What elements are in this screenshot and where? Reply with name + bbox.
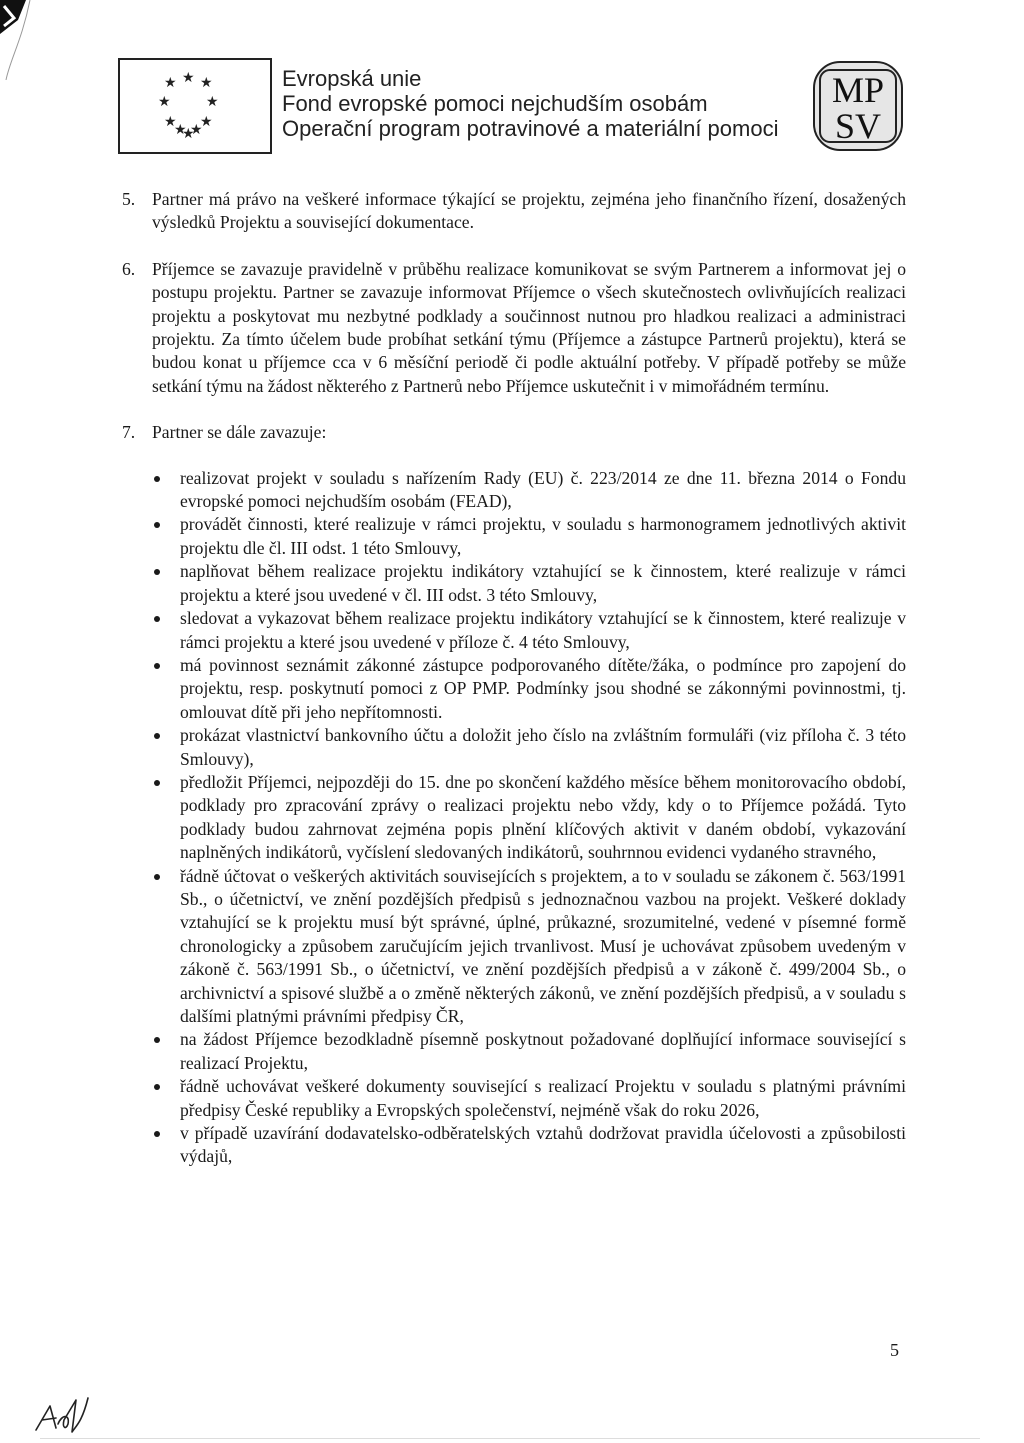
list-item: realizovat projekt v souladu s nařízením Rady (EU) č. 223/2014 ze dne 11. března 2014 o Fondu evropské pomoci nejchudším osobám (FEAD), [152, 467, 906, 514]
list-item: má povinnost seznámit zákonné zástupce podporovaného dítěte/žáka, o podmínce pro zapojení do projektu, resp. poskytnutí pomoci z OP PMP. Podmínky jsou shodné se zákonnými povinnostmi, tj. omlouvat dítě při jeho nepřítomnosti. [152, 654, 906, 724]
svg-text:★: ★ [174, 122, 187, 138]
list-item: předložit Příjemci, nejpozději do 15. dne po skončení každého měsíce během monitorovacího období, podklady pro zpracování zprávy o realizaci projektu nebo vždy, kdy o to Příjemce požádá. Tyto podklady budou zahrnovat zejména popis plnění klíčových aktivit v daném období, vykazování naplněných indikátorů, vyčíslení sledovaných indikátorů, souhrnnou evidenci vydaného stravného, [152, 771, 906, 865]
svg-text:★: ★ [182, 70, 195, 86]
clause-5 [122, 188, 906, 235]
clause-number: 7. [122, 422, 136, 443]
list-item: naplňovat během realizace projektu indikátory vztahující se k činnostem, které realizuje v rámci projektu a které jsou uvedené v čl. III odst. 3 této Smlouvy, [152, 560, 906, 607]
list-item: prokázat vlastnictví bankovního účtu a doložit jeho číslo na zvláštním formuláři (viz příloha č. 3 této Smlouvy), [152, 724, 906, 771]
eu-stars-icon [120, 60, 270, 152]
svg-text:★: ★ [206, 94, 219, 110]
clause-number: 6. [122, 258, 136, 279]
svg-text:★: ★ [164, 75, 177, 91]
eu-title: Evropská unie [282, 66, 422, 91]
document-header [118, 58, 908, 158]
list-item: na žádost Příjemce bezodkladně písemně poskytnout požadované doplňující informace související s realizací Projektu, [152, 1028, 906, 1075]
document-body [122, 188, 906, 1169]
svg-text:★: ★ [164, 114, 177, 130]
logo-bottom-text: SV [834, 106, 882, 146]
logo-top-text: MP [831, 70, 885, 110]
scan-artifact [0, 0, 60, 80]
list-item: sledovat a vykazovat během realizace projektu indikátory vztahující se k činnostem, které realizuje v rámci projektu a které jsou uvedené v příloze č. 4 této Smlouvy, [152, 607, 906, 654]
list-item: v případě uzavírání dodavatelsko-odběratelských vztahů dodržovat pravidla účelovosti a způsobilosti výdajů, [152, 1122, 906, 1169]
clause-text: Partner má právo na veškeré informace týkající se projektu, zejména jeho finančního řízení, dosažených výsledků Projektu a související dokumentace. [152, 189, 906, 233]
clause-text: Partner se dále zavazuje: [152, 422, 327, 443]
clause-text: Příjemce se zavazuje pravidelně v průběhu realizace komunikovat se svým Partnerem a informovat jej o postupu projektu. Partner se zavazuje informovat Příjemce o všech skutečnostech ovlivňujících realizaci projektu a poskytovat mu nezbytné podklady a součinnost nutnou pro hladkou realizaci a administraci projektu. Za tímto účelem bude probíhat setkání týmu (Příjemce a zástupce Partnerů projektu), která se budou konat u příjemce cca v 6 měsíční periodě či podle aktuální potřeby. V případě potřeby se může setkání týmu na žádost některého z Partnerů nebo Příjemce uskutečnit i v mimořádném termínu. [152, 258, 906, 396]
clause-7 [122, 421, 906, 444]
eu-flag-logo [118, 58, 272, 154]
clause-number: 5. [122, 189, 136, 209]
list-item: řádně uchovávat veškeré dokumenty související s realizací Projektu v souladu s platnými právními předpisy České republiky a Evropských společenství, nejméně však do roku 2026, [152, 1075, 906, 1122]
svg-text:★: ★ [182, 126, 195, 142]
eu-program-text [282, 66, 778, 141]
svg-text:★: ★ [158, 94, 171, 110]
list-item: řádně účtovat o veškerých aktivitách souvisejících s projektem, a to v souladu se zákonem č. 563/1991 Sb., o účetnictví, ve znění pozdějších předpisů s jednoznačnou vazbou na projekt. Veškeré doklady vztahující se k projektu musí být správné, úplné, průkazné, srozumitelné, vedené v písemné formě chronologicky a způsobem zaručujícím jejich trvanlivost. Musí je uchovávat způsobem uvedeným v zákoně č. 563/1991 Sb., o účetnictví, ve znění pozdějších předpisů a v zákoně č. 499/2004 Sb., o archivnictví a spisové službě a o změně některých zákonů, ve znění pozdějších předpisů, a v souladu s dalšími platnými právními předpisy ČR, [152, 865, 906, 1029]
program-title: Operační program potravinové a materiální pomoci [282, 116, 779, 141]
list-item: provádět činnosti, které realizuje v rámci projektu, v souladu s harmonogramem jednotlivých aktivit projektu dle čl. III odst. 1 této Smlouvy, [152, 513, 906, 560]
scan-edge-line [40, 1438, 980, 1439]
clause-6 [122, 258, 906, 398]
page-number: 5 [890, 1340, 899, 1360]
svg-text:★: ★ [200, 114, 213, 130]
fund-title: Fond evropské pomoci nejchudším osobám [282, 91, 708, 116]
handwritten-initials [32, 1390, 102, 1438]
obligations-list [152, 467, 906, 1169]
mpsv-logo [810, 58, 906, 154]
svg-text:★: ★ [200, 75, 213, 91]
svg-text:★: ★ [190, 122, 203, 138]
